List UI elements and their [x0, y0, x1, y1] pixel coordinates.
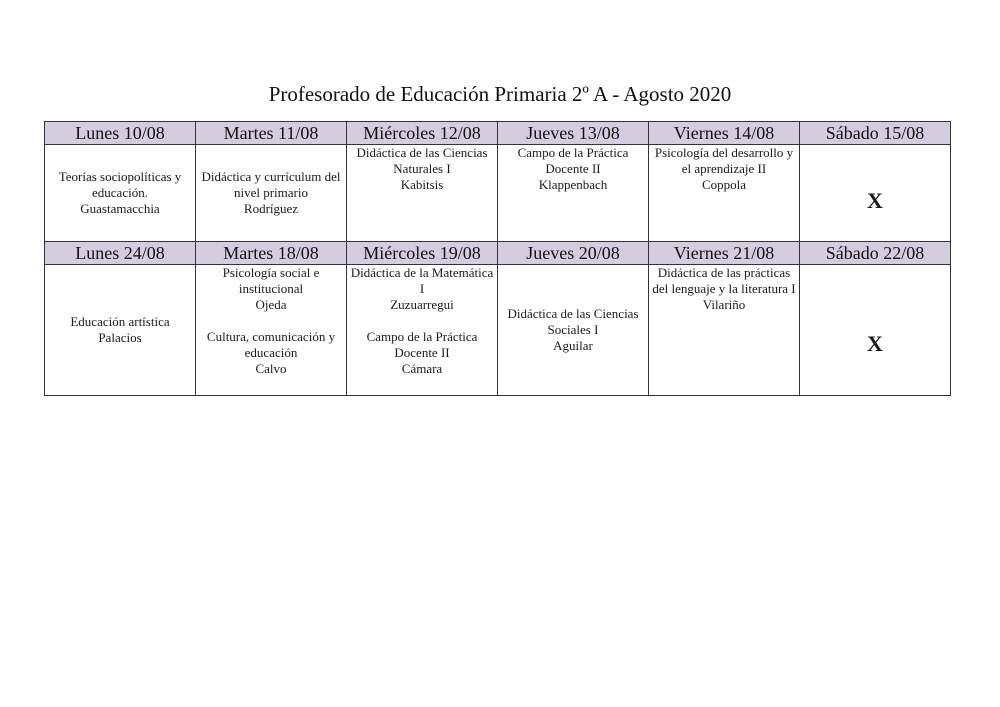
subject-name: Psicología social e institucional: [222, 265, 320, 296]
day-header: Jueves 20/08: [498, 242, 649, 265]
subject-block: [199, 265, 343, 313]
day-header-row: [45, 122, 951, 145]
subject-block: [652, 145, 796, 193]
subject-block: [350, 329, 494, 377]
subject-block: [501, 306, 645, 354]
subject-name: Didáctica de las Ciencias Naturales I: [356, 145, 488, 176]
day-header: Miércoles 12/08: [347, 122, 498, 145]
subject-name: Didáctica de las Ciencias Sociales I: [507, 306, 639, 337]
teacher-name: Aguilar: [553, 338, 593, 353]
teacher-name: Vilariño: [702, 297, 746, 312]
subject-block: [501, 145, 645, 193]
subject-name: Didáctica de la Matemática I: [350, 265, 494, 296]
subject-block: [48, 314, 192, 346]
subject-name: Campo de la Práctica Docente II: [366, 329, 478, 360]
schedule-cell-sat: [800, 145, 951, 242]
day-header: Viernes 21/08: [649, 242, 800, 265]
teacher-name: Zuzuarregui: [390, 297, 454, 312]
subject-name: Campo de la Práctica Docente II: [517, 145, 629, 176]
day-header: Lunes 24/08: [45, 242, 196, 265]
day-header: Martes 11/08: [196, 122, 347, 145]
teacher-name: Cámara: [401, 361, 443, 376]
subject-block: [199, 169, 343, 217]
page-title: Profesorado de Educación Primaria 2º A - Agosto 2020: [268, 82, 732, 106]
schedule-cell-mon: [45, 145, 196, 242]
subject-block: [350, 265, 494, 313]
schedule-cell-fri: [649, 265, 800, 396]
teacher-name: Ojeda: [255, 297, 287, 312]
schedule-row: [45, 145, 951, 242]
schedule-cell-thu: [498, 145, 649, 242]
teacher-name: Klappenbach: [538, 177, 608, 192]
subject-block: [652, 265, 796, 313]
no-class-mark: X: [867, 187, 883, 213]
schedule-row: [45, 265, 951, 396]
schedule-cell-wed: [347, 265, 498, 396]
schedule-table: [44, 121, 951, 396]
teacher-name: Rodríguez: [243, 201, 299, 216]
subject-block: [48, 169, 192, 217]
schedule-cell-tue: [196, 265, 347, 396]
teacher-name: Guastamacchia: [80, 201, 160, 216]
subject-name: Didáctica de las prácticas del lenguaje y la literatura I: [652, 265, 796, 296]
teacher-name: Palacios: [98, 330, 142, 345]
day-header: Lunes 10/08: [45, 122, 196, 145]
no-class-mark: X: [867, 330, 883, 356]
day-header: Martes 18/08: [196, 242, 347, 265]
teacher-name: Kabitsis: [400, 177, 444, 192]
subject-block: [199, 329, 343, 377]
subject-block: [350, 145, 494, 193]
day-header: Sábado 22/08: [800, 242, 951, 265]
teacher-name: Coppola: [701, 177, 747, 192]
subject-name: Didáctica y currículum del nivel primario: [201, 169, 341, 200]
subject-name: Psicología del desarrollo y el aprendizaje II: [654, 145, 794, 176]
teacher-name: Calvo: [255, 361, 287, 376]
schedule-cell-sat: [800, 265, 951, 396]
schedule-cell-tue: [196, 145, 347, 242]
day-header: Sábado 15/08: [800, 122, 951, 145]
schedule-cell-wed: [347, 145, 498, 242]
schedule-cell-thu: [498, 265, 649, 396]
day-header: Jueves 13/08: [498, 122, 649, 145]
subject-name: Cultura, comunicación y educación: [206, 329, 336, 360]
day-header: Miércoles 19/08: [347, 242, 498, 265]
day-header-row: [45, 242, 951, 265]
day-header: Viernes 14/08: [649, 122, 800, 145]
subject-name: Teorías sociopolíticas y educación.: [58, 169, 182, 200]
schedule-cell-mon: [45, 265, 196, 396]
subject-name: Educación artística: [70, 314, 170, 329]
schedule-cell-fri: [649, 145, 800, 242]
